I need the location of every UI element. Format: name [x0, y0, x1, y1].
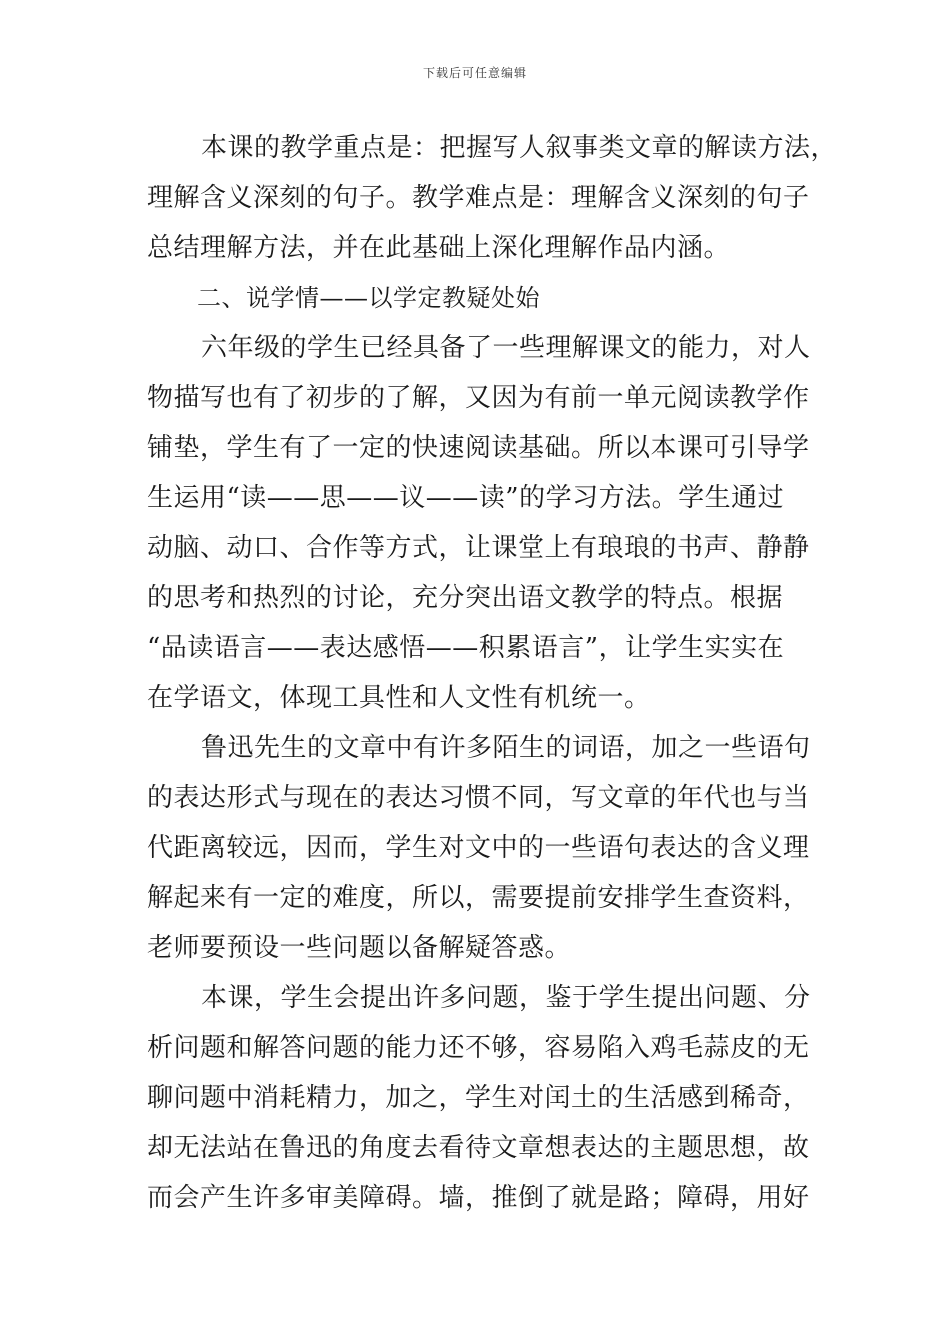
text-line: 鲁迅先生的文章中有许多陌生的词语，加之一些语句 [201, 733, 811, 763]
text-line: 聊问题中消耗精力，加之，学生对闰土的生活感到稀奇， [147, 1083, 810, 1113]
text-line: 却无法站在鲁迅的角度去看待文章想表达的主题思想，故 [147, 1133, 810, 1163]
text-line: 动脑、动口、合作等方式，让课堂上有琅琅的书声、静静 [147, 533, 810, 563]
page-header: 下载后可任意编辑 [422, 66, 527, 80]
text-line: 物描写也有了初步的了解，又因为有前一单元阅读教学作 [147, 383, 810, 413]
text-line: 生运用“读——思——议——读”的学习方法。学生通过 [147, 483, 785, 513]
text-line: 解起来有一定的难度，所以，需要提前安排学生查资料， [147, 883, 810, 913]
text-line: 本课，学生会提出许多问题，鉴于学生提出问题、分 [201, 983, 811, 1013]
text-line: 代距离较远，因而，学生对文中的一些语句表达的含义理 [147, 833, 810, 863]
section-heading: 二、说学情——以学定教疑处始 [197, 284, 540, 312]
text-line: 铺垫，学生有了一定的快速阅读基础。所以本课可引导学 [147, 433, 810, 463]
text-line: “品读语言——表达感悟——积累语言”，让学生实实在 [147, 633, 785, 663]
text-line: 总结理解方法，并在此基础上深化理解作品内涵。 [147, 233, 731, 263]
text-line: 而会产生许多审美障碍。墙，推倒了就是路；障碍，用好 [147, 1183, 810, 1213]
text-line: 的思考和热烈的讨论，充分突出语文教学的特点。根据 [147, 583, 784, 613]
text-line: 的表达形式与现在的表达习惯不同，写文章的年代也与当 [147, 783, 810, 813]
document-body [147, 127, 838, 1227]
text-line: 在学语文，体现工具性和人文性有机统一。 [147, 683, 651, 713]
text-line: 理解含义深刻的句子。教学难点是：理解含义深刻的句子 [147, 183, 810, 213]
text-line: 老师要预设一些问题以备解疑答惑。 [147, 933, 572, 963]
text-line: 本课的教学重点是：把握写人叙事类文章的解读方法， [201, 133, 838, 163]
text-line: 析问题和解答问题的能力还不够，容易陷入鸡毛蒜皮的无 [147, 1033, 810, 1063]
text-line: 六年级的学生已经具备了一些理解课文的能力，对人 [201, 333, 811, 363]
